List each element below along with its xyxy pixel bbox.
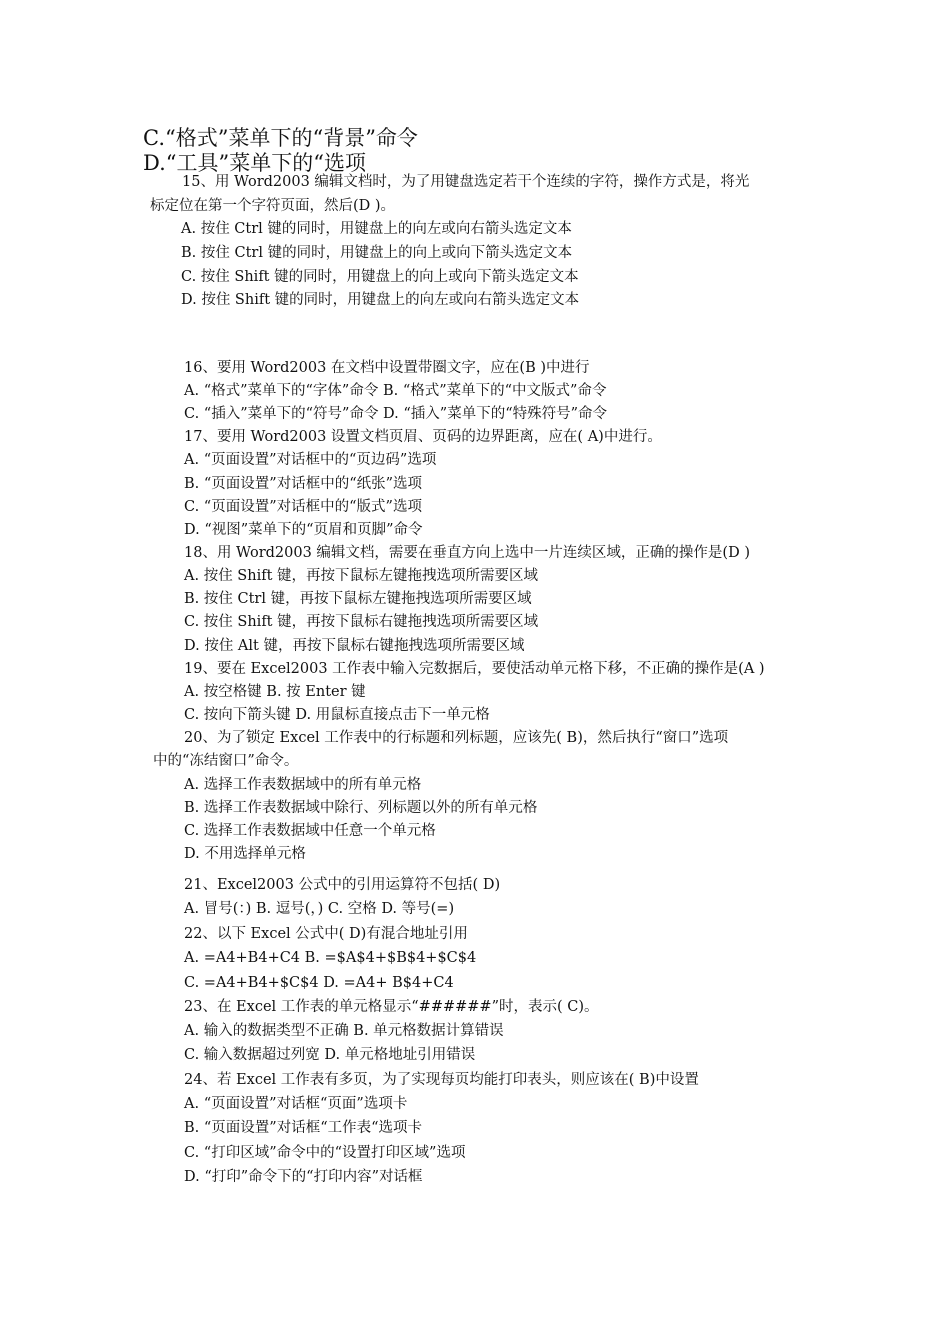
question-20-option-b: B. 选择工作表数据域中除行、列标题以外的所有单元格	[184, 800, 538, 816]
question-20-stem: 20、为了锁定 Excel 工作表中的行标题和列标题，应该先( B)，然后执行“窗口”选项	[184, 730, 729, 746]
question-17-stem: 17、要用 Word2003 设置文档页眉、页码的边界距离，应在( A)中进行。	[184, 429, 662, 445]
prev-option-d: D.“工具”菜单下的“选项	[143, 151, 366, 175]
question-22-stem: 22、以下 Excel 公式中( D)有混合地址引用	[184, 926, 468, 942]
question-23-options-cd: C. 输入数据超过列宽 D. 单元格地址引用错误	[184, 1047, 476, 1063]
question-24-stem: 24、若 Excel 工作表有多页，为了实现每页均能打印表头，则应该在( B)中设置	[184, 1072, 699, 1088]
question-15-stem-cont: 标定位在第一个字符页面，然后(D )。	[150, 198, 396, 214]
question-21-stem: 21、Excel2003 公式中的引用运算符不包括( D)	[184, 877, 501, 893]
question-20-option-d: D. 不用选择单元格	[184, 846, 306, 862]
question-15-stem: 15、用 Word2003 编辑文档时，为了用键盘选定若干个连续的字符，操作方式是，将光	[182, 174, 750, 190]
question-24-option-a: A. “页面设置”对话框“页面”选项卡	[184, 1096, 408, 1112]
question-22-options-cd: C. =A4+B4+$C$4 D. =A4+ B$4+C4	[184, 975, 454, 991]
question-17-option-a: A. “页面设置”对话框中的“页边码”选项	[184, 452, 437, 468]
question-17-option-c: C. “页面设置”对话框中的“版式”选项	[184, 499, 422, 515]
question-15-option-c: C. 按住 Shift 键的同时，用键盘上的向上或向下箭头选定文本	[181, 269, 579, 285]
question-19-options-cd: C. 按向下箭头键 D. 用鼠标直接点击下一单元格	[184, 707, 490, 723]
question-18-option-c: C. 按住 Shift 键，再按下鼠标右键拖拽选项所需要区域	[184, 614, 539, 630]
question-19-options-ab: A. 按空格键 B. 按 Enter 键	[184, 684, 366, 700]
question-15-option-d: D. 按住 Shift 键的同时，用键盘上的向左或向右箭头选定文本	[181, 292, 580, 308]
question-18-option-b: B. 按住 Ctrl 键，再按下鼠标左键拖拽选项所需要区域	[184, 591, 532, 607]
question-16-options-cd: C. “插入”菜单下的“符号”命令 D. “插入”菜单下的“特殊符号”命令	[184, 406, 608, 422]
question-15-option-b: B. 按住 Ctrl 键的同时，用键盘上的向上或向下箭头选定文本	[181, 245, 573, 261]
question-18-option-a: A. 按住 Shift 键，再按下鼠标左键拖拽选项所需要区域	[184, 568, 539, 584]
question-22-options-ab: A. =A4+B4+C4 B. =$A$4+$B$4+$C$4	[184, 950, 477, 966]
question-20-stem-cont: 中的“冻结窗口”命令。	[153, 753, 299, 769]
question-20-option-a: A. 选择工作表数据域中的所有单元格	[184, 777, 422, 793]
question-19-stem: 19、要在 Excel2003 工作表中输入完数据后，要使活动单元格下移，不正确的操作是(A )	[184, 661, 765, 677]
question-21-options: A. 冒号(：) B. 逗号(，) C. 空格 D. 等号(=)	[184, 901, 455, 917]
question-24-option-c: C. “打印区域”命令中的“设置打印区域”选项	[184, 1145, 466, 1161]
question-18-option-d: D. 按住 Alt 键，再按下鼠标右键拖拽选项所需要区域	[184, 638, 525, 654]
question-16-stem: 16、要用 Word2003 在文档中设置带圈文字，应在(B )中进行	[184, 360, 590, 376]
question-23-stem: 23、在 Excel 工作表的单元格显示“######”时，表示( C)。	[184, 999, 599, 1015]
question-15-option-a: A. 按住 Ctrl 键的同时，用键盘上的向左或向右箭头选定文本	[181, 221, 572, 237]
question-16-options-ab: A. “格式”菜单下的“字体”命令 B. “格式”菜单下的“中文版式”命令	[184, 383, 607, 399]
question-23-options-ab: A. 输入的数据类型不正确 B. 单元格数据计算错误	[184, 1023, 504, 1039]
prev-option-c: C.“格式”菜单下的“背景”命令	[143, 126, 418, 150]
question-20-option-c: C. 选择工作表数据域中任意一个单元格	[184, 823, 436, 839]
question-24-option-b: B. “页面设置”对话框“工作表“选项卡	[184, 1120, 423, 1136]
question-24-option-d: D. “打印”命令下的“打印内容”对话框	[184, 1169, 423, 1185]
question-18-stem: 18、用 Word2003 编辑文档，需要在垂直方向上选中一片连续区域，正确的操作是(D )	[184, 545, 750, 561]
question-17-option-b: B. “页面设置”对话框中的“纸张”选项	[184, 476, 423, 492]
question-17-option-d: D. “视图”菜单下的“页眉和页脚”命令	[184, 522, 423, 538]
